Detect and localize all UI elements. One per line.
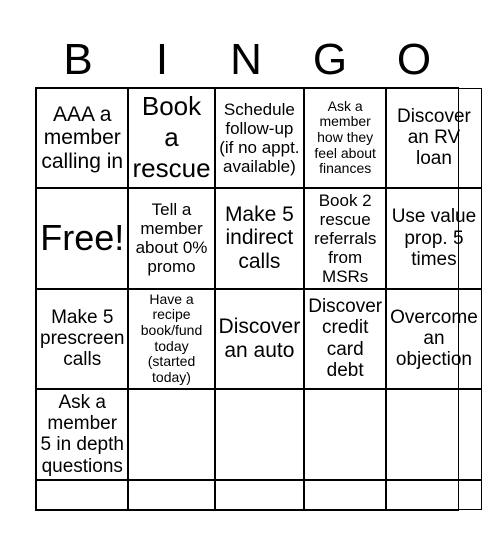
bingo-cell-r3c2[interactable] — [128, 289, 214, 389]
bingo-header — [36, 34, 456, 86]
cell-text: Free! — [40, 216, 125, 258]
cell-text: Ask a member 5 in depth questions — [40, 391, 124, 477]
header-letter-b: B — [63, 35, 93, 84]
header-letter-o: O — [396, 35, 432, 84]
bingo-cell-r2c3[interactable] — [215, 188, 305, 289]
bingo-cell-r5c4[interactable] — [304, 480, 386, 510]
cell-text: Overcome an objection — [390, 306, 478, 371]
header-letter-n: N — [230, 35, 262, 84]
cell-text: Ask a member how they feel about finances — [314, 97, 376, 177]
bingo-cell-r4c2[interactable] — [128, 389, 214, 480]
bingo-cell-r1c2[interactable] — [128, 88, 214, 188]
bingo-cell-r4c4[interactable] — [304, 389, 386, 480]
cell-text: Schedule follow-up (if no appt. available) — [219, 99, 300, 176]
bingo-cell-r2c2[interactable] — [128, 188, 214, 289]
cell-text: Discover an RV loan — [396, 105, 471, 170]
bingo-cell-r1c1[interactable] — [36, 88, 128, 188]
bingo-cell-r1c3[interactable] — [215, 88, 305, 188]
bingo-cell-r3c5[interactable] — [386, 289, 482, 389]
cell-text: Book 2 rescue referrals from MSRs — [313, 190, 377, 286]
cell-text: Use value prop. 5 times — [391, 206, 477, 270]
cell-text: Discover credit card debt — [308, 296, 383, 381]
cell-text: Make 5 indirect calls — [224, 202, 294, 273]
bingo-cell-r1c4[interactable] — [304, 88, 386, 188]
cell-text: AAA a member calling in — [41, 102, 124, 173]
bingo-cell-r3c3[interactable] — [215, 289, 305, 389]
bingo-cell-r1c5[interactable] — [386, 88, 482, 188]
bingo-cell-r3c4[interactable] — [304, 289, 386, 389]
cell-text: Have a recipe book/fund today (started today) — [140, 290, 203, 386]
bingo-cell-r5c5[interactable] — [386, 480, 482, 510]
bingo-cell-r3c1[interactable] — [36, 289, 128, 389]
cell-text: Discover an auto — [218, 315, 301, 362]
cell-text: Book a rescue — [132, 91, 211, 184]
bingo-cell-r5c1[interactable] — [36, 480, 128, 510]
bingo-cell-r4c3[interactable] — [215, 389, 305, 480]
bingo-cell-r4c1[interactable] — [36, 389, 128, 480]
cell-text: Tell a member about 0% promo — [135, 200, 208, 277]
bingo-cell-r4c5[interactable] — [386, 389, 482, 480]
header-letter-g: G — [312, 35, 348, 84]
bingo-cell-r5c2[interactable] — [128, 480, 214, 510]
bingo-cell-r2c4[interactable] — [304, 188, 386, 289]
cell-text: Make 5 prescreen calls — [40, 306, 125, 371]
bingo-board — [35, 87, 478, 511]
bingo-cell-free[interactable] — [36, 188, 128, 289]
header-letter-i: I — [155, 35, 169, 84]
bingo-cell-r5c3[interactable] — [215, 480, 305, 510]
bingo-cell-r2c5[interactable] — [386, 188, 482, 289]
